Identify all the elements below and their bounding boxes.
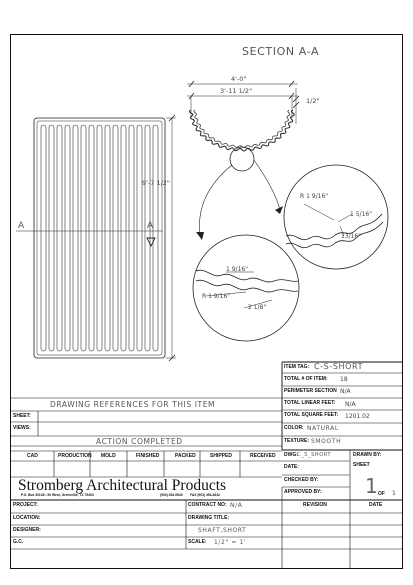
flute [137,125,142,351]
section-title: SECTION A-A [242,45,320,58]
sheet-total: 1 [392,490,396,497]
flute [57,125,62,351]
dwg-value: C_S_SHORT [297,452,332,458]
action-col-cad: CAD [27,453,38,459]
flute [49,125,54,351]
approved-by-label: APPROVED BY: [284,489,322,495]
sheet-of: OF [378,491,385,497]
detail-bottom-dim: 2 1/8" [248,304,267,311]
drawn-by-label: DRAWN BY: [353,452,382,458]
leader-top [254,160,280,210]
perimeter-value: N/A [340,388,351,395]
refs-sheet-label: SHEET: [13,413,31,419]
location-label: LOCATION: [13,515,41,521]
flute [97,125,102,351]
elevation-flutes [41,125,158,351]
flute [65,125,70,351]
company-name: Stromberg Architectural Products [18,477,227,494]
dim-depth: 1/2" [306,97,320,105]
square-feet-label: TOTAL SQUARE FEET: [284,412,339,418]
dim-outer-width: 4'-0" [231,75,247,83]
detail-circle-bottom [193,235,299,341]
perimeter-label: PERIMETER SECTION [284,388,337,394]
refs-views-label: VIEWS: [13,425,31,431]
action-col-finished: FINISHED [136,453,160,459]
dwg-label: DWG: [284,452,298,458]
item-tag-label: ITEM TAG: [284,364,310,370]
section-arrow [147,238,155,246]
elevation-inner [37,121,162,355]
revision-label: REVISION [303,502,327,508]
drawing-refs-title: DRAWING REFERENCES FOR THIS ITEM [50,400,216,409]
square-feet-value: 1201.02 [345,413,370,420]
section-outer-arc [189,110,294,151]
detail-circle-top [284,165,388,269]
action-completed-title: ACTION COMPLETED [96,437,183,446]
flute [81,125,86,351]
texture-label: TEXTURE: [284,438,309,444]
section-marker-right: A [147,221,154,231]
flute [121,125,126,351]
detail-bottom-radius: R 1 9/16" [202,293,231,300]
detail-top-radius: R 1 9/16" [300,193,329,200]
drawing-title-value: SHAFT,SHORT [198,527,247,534]
scale-label: SCALE: [188,539,207,545]
action-col-production: PRODUCTION [58,453,92,459]
flute [73,125,78,351]
flute [129,125,134,351]
linear-feet-label: TOTAL LINEAR FEET: [284,400,336,406]
company-address: P.O. Box 30138 • 50 West, Greenville, TX 75404 [21,493,94,497]
elevation-outline [34,118,165,358]
linear-feet-value: N/A [345,401,356,408]
action-col-shipped: SHIPPED [210,453,232,459]
leader-bottom [199,165,232,236]
project-label: PROJECT: [13,502,38,508]
contract-value: N/A [230,502,243,509]
item-total-label: TOTAL # OF ITEM: [284,376,328,382]
detail-top-dim-right: 1 5/16" [350,211,372,218]
company-fax: FAX (903) 454-3642 [190,493,220,497]
detail-callout-circle [230,147,254,171]
date-label: DATE: [284,464,299,470]
detail-top-dim-bottom: 13/16" [341,233,362,240]
action-col-mold: MOLD [101,453,116,459]
detail-bottom-dim-top: 1 9/16" [226,266,248,273]
gc-label: G.C. [13,539,24,545]
action-col-received: RECEIVED [250,453,276,459]
designer-label: DESIGNER: [13,527,41,533]
color-value: NATURAL [307,425,339,432]
item-tag-value: C-S-SHORT [314,362,364,371]
item-total-value: 18 [340,376,348,383]
section-marker-left: A [18,221,25,231]
flute [113,125,118,351]
checked-by-label: CHECKED BY: [284,477,319,483]
scale-value: 1/2" = 1' [214,539,247,546]
drawing-title-label: DRAWING TITLE: [188,515,230,521]
revision-date-label: DATE [369,502,383,508]
company-phone: (903) 454-0640 [160,493,183,497]
sheet-label: SHEET [353,462,370,468]
dim-inner-width: 3'-11 1/2" [220,87,253,95]
color-label: COLOR: [284,425,304,431]
flute [41,125,46,351]
dim-height: 9'-7 1/2" [142,179,170,187]
action-col-packed: PACKED [175,453,196,459]
texture-value: SMOOTH [311,438,342,445]
contract-label: CONTRACT NO: [188,502,227,508]
sheet-number: 1 [365,474,378,498]
flute [105,125,110,351]
flute [89,125,94,351]
